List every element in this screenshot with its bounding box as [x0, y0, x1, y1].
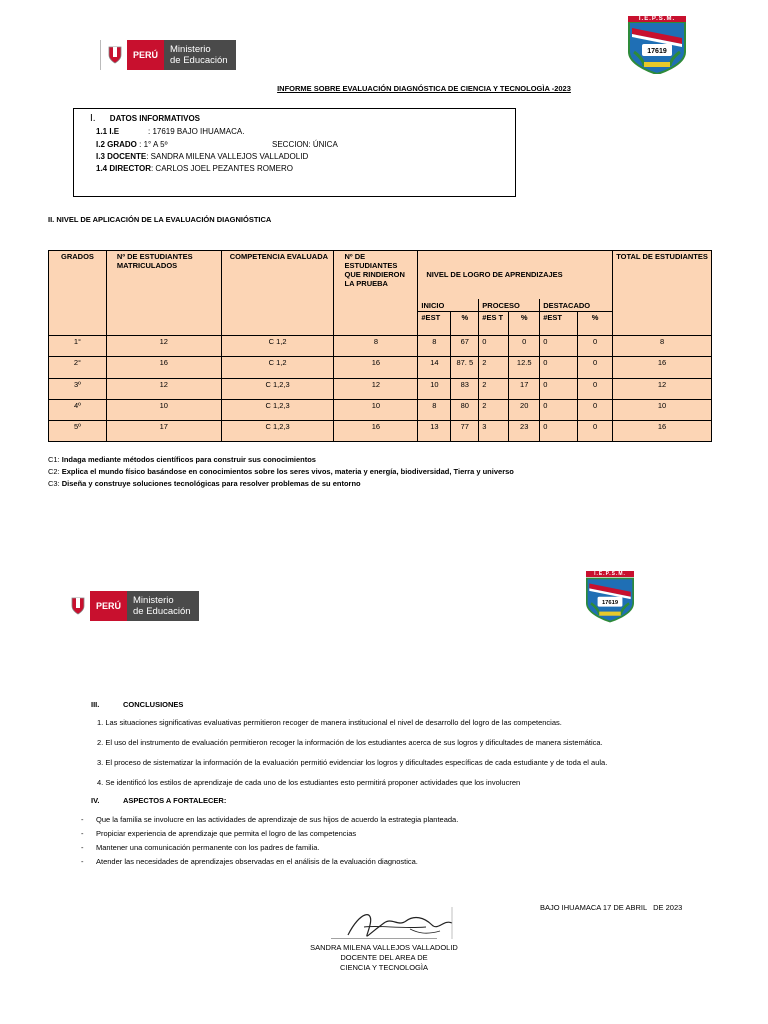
list-item: - Mantener una comunicación permanente con los padres de familia.	[81, 843, 701, 852]
cell-comp: C 1,2,3	[221, 421, 334, 442]
peru-shield-icon	[68, 591, 88, 621]
cell-total: 8	[613, 336, 712, 357]
cell-comp: C 1,2	[221, 357, 334, 379]
cell-proceso-est: 2	[479, 400, 509, 421]
col-proceso: PROCESO	[479, 299, 540, 312]
competencia-item	[48, 467, 514, 476]
peru-label: PERÚ	[88, 591, 127, 621]
cell-inicio-pct: 83	[451, 379, 479, 400]
cell-inicio-est: 10	[418, 379, 451, 400]
cell-inicio-pct: 80	[451, 400, 479, 421]
school-crest-logo	[628, 16, 686, 74]
cell-destacado-pct: 0	[578, 336, 613, 357]
cell-total: 12	[613, 379, 712, 400]
col-inicio-pct: %	[451, 312, 479, 336]
cell-inicio-est: 8	[418, 336, 451, 357]
signer-name: SANDRA MILENA VALLEJOS VALLADOLID	[310, 943, 458, 952]
col-proceso-pct: %	[509, 312, 540, 336]
cell-destacado-est: 0	[540, 421, 578, 442]
list-item: 3. El proceso de sistematizar la información de la evaluación permitió evidenciar los logros y dificultades específicas de cada estudiante y de toda el aula.	[97, 758, 608, 767]
list-item: - Atender las necesidades de aprendizajes observadas en el análisis de la evaluación diagnostica.	[81, 857, 701, 866]
cell-matric: 17	[106, 421, 221, 442]
ministry-label	[164, 40, 236, 70]
director-value: : CARLOS JOEL PEZANTES ROMERO	[150, 164, 293, 173]
cell-grado: 3º	[49, 379, 107, 400]
conclusiones-list	[97, 718, 717, 787]
competencia-code: C2:	[48, 467, 60, 476]
ministry-line2: de Educación	[170, 55, 228, 66]
table-row	[49, 400, 712, 421]
datos-heading-text: DATOS INFORMATIVOS	[109, 114, 201, 123]
cell-comp: C 1,2,3	[221, 379, 334, 400]
cell-destacado-pct: 0	[578, 379, 613, 400]
list-item: - Propiciar experiencia de aprendizaje que permita el logro de las competencias	[81, 829, 701, 838]
signature-block	[300, 936, 468, 973]
cell-destacado-est: 0	[540, 336, 578, 357]
cell-total: 16	[613, 357, 712, 379]
cell-proceso-pct: 12.5	[509, 357, 540, 379]
grado-row	[96, 140, 516, 150]
competencia-text: Diseña y construye soluciones tecnológicas para resolver problemas de su entorno	[59, 479, 361, 488]
competencia-code: C3:	[48, 479, 60, 488]
col-competencia: COMPETENCIA EVALUADA	[221, 251, 334, 336]
list-item: 4. Se identificó los estilos de aprendizaje de cada uno de los estudiantes esto permitirá proponer actividades que los involucren	[97, 778, 521, 787]
cell-comp: C 1,2	[221, 336, 334, 357]
ie-label: 1.1 I.E	[96, 127, 120, 136]
cell-proceso-est: 0	[479, 336, 509, 357]
cell-grado: 4º	[49, 400, 107, 421]
aspectos-heading	[91, 796, 227, 805]
school-crest-logo-2	[586, 571, 634, 623]
minedu-logo	[100, 40, 236, 70]
cell-matric: 12	[106, 379, 221, 400]
ie-row	[96, 127, 244, 137]
date-line: BAJO IHUAMACA 17 DE ABRIL DE 2023	[540, 903, 683, 912]
grado-value: : 1° A 5º	[139, 140, 168, 149]
competencia-text: Indaga mediante métodos científicos para construir sus conocimientos	[59, 455, 316, 464]
list-item: 1. Las situaciones significativas evaluativas permitieron recoger de manera institucional el nivel de desarrollo del logro de las competencias.	[97, 718, 562, 727]
cell-grado: 1°	[49, 336, 107, 357]
cell-destacado-pct: 0	[578, 421, 613, 442]
datos-heading-num: I.	[90, 113, 96, 124]
docente-row	[96, 152, 308, 162]
cell-total: 10	[613, 400, 712, 421]
table-row	[49, 421, 712, 442]
competencia-code: C1:	[48, 455, 60, 464]
cell-grado: 5º	[49, 421, 107, 442]
docente-value: : SANDRA MILENA VALLEJOS VALLADOLID	[146, 152, 309, 161]
crest-emblem-icon	[586, 577, 634, 623]
cell-matric: 12	[106, 336, 221, 357]
cell-proceso-est: 2	[479, 379, 509, 400]
evaluation-table	[48, 250, 712, 442]
cell-inicio-est: 8	[418, 400, 451, 421]
cell-proceso-est: 3	[479, 421, 509, 442]
col-inicio: INICIO	[418, 299, 479, 312]
signer-role2: CIENCIA Y TECNOLOGÌA	[340, 963, 428, 972]
minedu-logo-2	[64, 591, 199, 621]
director-label: 1.4 DIRECTOR	[96, 164, 151, 173]
cell-inicio-pct: 77	[451, 421, 479, 442]
table-row	[49, 357, 712, 379]
cell-inicio-pct: 87. 5	[451, 357, 479, 379]
cell-rind: 16	[334, 357, 418, 379]
datos-informativos-box	[73, 108, 516, 197]
cell-proceso-pct: 20	[509, 400, 540, 421]
cell-total: 16	[613, 421, 712, 442]
crest-top-label: I.E.P.S.M.	[628, 16, 686, 22]
signature-line: -----------------------------------------------------	[331, 936, 437, 942]
col-nivel-logro: NIVEL DE LOGRO DE APRENDIZAJES	[418, 251, 613, 299]
list-item: - Que la familia se involucre en las actividades de aprendizaje de sus hijos de acuerdo la estrategia planteada.	[81, 815, 701, 824]
cell-matric: 10	[106, 400, 221, 421]
cell-rind: 10	[334, 400, 418, 421]
peru-shield-icon	[105, 40, 125, 70]
cell-rind: 12	[334, 379, 418, 400]
aspectos-list	[81, 815, 701, 866]
cell-rind: 8	[334, 336, 418, 357]
col-proceso-est: #ES T	[479, 312, 509, 336]
datos-heading	[90, 114, 200, 124]
conclusiones-heading	[91, 700, 184, 709]
ministry-label	[127, 591, 199, 621]
col-grados: GRADOS	[49, 251, 107, 336]
crest-number: 17619	[647, 48, 667, 55]
crest-number: 17619	[601, 600, 619, 607]
grado-label: I.2 GRADO	[96, 140, 137, 149]
col-matriculados: Nº DE ESTUDIANTES MATRICULADOS	[106, 251, 221, 336]
ministry-line2: de Educación	[133, 606, 191, 617]
cell-proceso-est: 2	[479, 357, 509, 379]
conclusiones-title: CONCLUSIONES	[123, 700, 184, 709]
crest-top-label: I.E.P.S.M.	[586, 571, 634, 577]
col-destacado-est: #EST	[540, 312, 578, 336]
cell-destacado-pct: 0	[578, 357, 613, 379]
table-row	[49, 379, 712, 400]
cell-destacado-est: 0	[540, 379, 578, 400]
aspectos-num: IV.	[91, 796, 100, 805]
col-rindieron: Nº DE ESTUDIANTES QUE RINDIERON LA PRUEBA	[334, 251, 418, 336]
ie-value: : 17619 BAJO IHUAMACA.	[148, 127, 245, 136]
ministry-line1: Ministerio	[133, 595, 174, 606]
signer-role1: DOCENTE DEL AREA DE	[340, 953, 428, 962]
cell-destacado-pct: 0	[578, 400, 613, 421]
director-row	[96, 164, 293, 174]
cell-rind: 16	[334, 421, 418, 442]
competencias-legend	[48, 455, 514, 488]
peru-label: PERÚ	[125, 40, 164, 70]
competencia-item	[48, 455, 514, 464]
cell-inicio-est: 14	[418, 357, 451, 379]
table-header-row	[49, 251, 712, 299]
competencia-text: Explica el mundo físico basándose en conocimientos sobre los seres vivos, materia y energía, biodiversidad, Tierra y universo	[59, 467, 514, 476]
seccion-value: SECCION: ÚNICA	[272, 140, 338, 149]
report-title: INFORME SOBRE EVALUACIÓN DIAGNÓSTICA DE CIENCIA Y TECNOLOGÌA -2023	[277, 84, 571, 93]
col-total: TOTAL DE ESTUDIANTES	[613, 251, 712, 336]
col-destacado-pct: %	[578, 312, 613, 336]
col-inicio-est: #EST	[418, 312, 451, 336]
aspectos-title: ASPECTOS A FORTALECER:	[123, 796, 227, 805]
col-destacado: DESTACADO	[540, 299, 613, 312]
section2-title: II. NIVEL DE APLICACIÓN DE LA EVALUACIÓN DIAGNIÓSTICA	[48, 215, 272, 224]
docente-label: I.3 DOCENTE	[96, 152, 147, 161]
ministry-line1: Ministerio	[170, 44, 211, 55]
cell-destacado-est: 0	[540, 357, 578, 379]
cell-proceso-pct: 0	[509, 336, 540, 357]
cell-inicio-est: 13	[418, 421, 451, 442]
cell-proceso-pct: 17	[509, 379, 540, 400]
table-row	[49, 336, 712, 357]
cell-matric: 16	[106, 357, 221, 379]
crest-emblem-icon	[628, 22, 686, 74]
list-item: 2. El uso del instrumento de evaluación permitieron recoger la información de los estudiantes acerca de sus logros y dificultades de manera sistemática.	[97, 738, 603, 747]
cell-comp: C 1,2,3	[221, 400, 334, 421]
conclusiones-num: III.	[91, 700, 100, 709]
cell-proceso-pct: 23	[509, 421, 540, 442]
cell-inicio-pct: 67	[451, 336, 479, 357]
cell-grado: 2°	[49, 357, 107, 379]
cell-destacado-est: 0	[540, 400, 578, 421]
competencia-item	[48, 479, 514, 488]
